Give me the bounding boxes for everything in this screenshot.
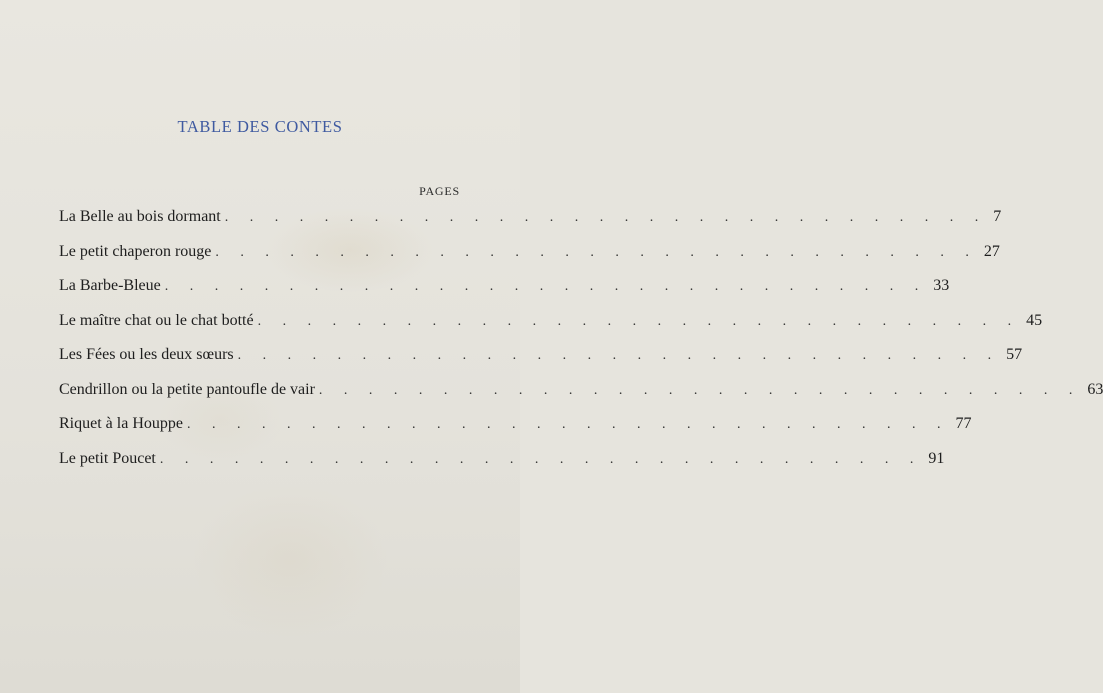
toc-entry-page: 63 (1087, 380, 1103, 398)
toc-entry-page: 33 (933, 277, 950, 294)
dot-leader: . . . . . . . . . . . . . . . . . . . . . . . . . . . . . . . (186, 417, 950, 432)
toc-entry-title: Les Fées ou les deux sœurs (59, 346, 234, 363)
toc-entry (59, 208, 1002, 243)
toc-entry-page: 57 (1006, 346, 1023, 363)
toc-entry (59, 449, 945, 485)
toc-entry-title: Le petit Poucet (59, 449, 156, 467)
toc-entry (59, 311, 1043, 347)
toc-entry (59, 277, 950, 312)
toc-entry-page: 27 (983, 242, 1000, 260)
toc-entry-title: Cendrillon ou la petite pantoufle de vair (59, 380, 315, 398)
table-of-contents (59, 208, 1103, 484)
toc-entry-page: 91 (928, 449, 945, 467)
pages-column-header: PAGES (419, 184, 460, 198)
toc-entry-title: Le maître chat ou le chat botté (59, 311, 254, 329)
toc-entry-title: La Barbe-Bleue (59, 277, 161, 294)
toc-entry-title: La Belle au bois dormant (59, 208, 221, 225)
dot-leader: . . . . . . . . . . . . . . . . . . . . . . . . . . . . . . . (224, 210, 988, 225)
toc-entry-page: 45 (1026, 311, 1043, 329)
toc-entry-title: Le petit chaperon rouge (59, 242, 212, 260)
dot-leader: . . . . . . . . . . . . . . . . . . . . . . . . . . . . . . . (159, 451, 923, 467)
page-title: TABLE DES CONTES (177, 117, 343, 136)
toc-entry (59, 242, 1000, 278)
dot-leader: . . . . . . . . . . . . . . . . . . . . . . . . . . . . . . . (237, 348, 1001, 363)
dot-leader: . . . . . . . . . . . . . . . . . . . . . . . . . . . . . . . (318, 382, 1082, 398)
dot-leader: . . . . . . . . . . . . . . . . . . . . . . . . . . . . . . . (257, 313, 1021, 329)
toc-entry-page: 7 (993, 208, 1002, 225)
toc-entry (59, 415, 972, 450)
dot-leader: . . . . . . . . . . . . . . . . . . . . . . . . . . . . . . . (215, 244, 978, 260)
toc-entry-page: 77 (955, 415, 972, 432)
toc-entry (59, 380, 1103, 416)
toc-entry (59, 346, 1023, 381)
dot-leader: . . . . . . . . . . . . . . . . . . . . . . . . . . . . . . . (164, 279, 928, 294)
toc-entry-title: Riquet à la Houppe (59, 415, 183, 432)
